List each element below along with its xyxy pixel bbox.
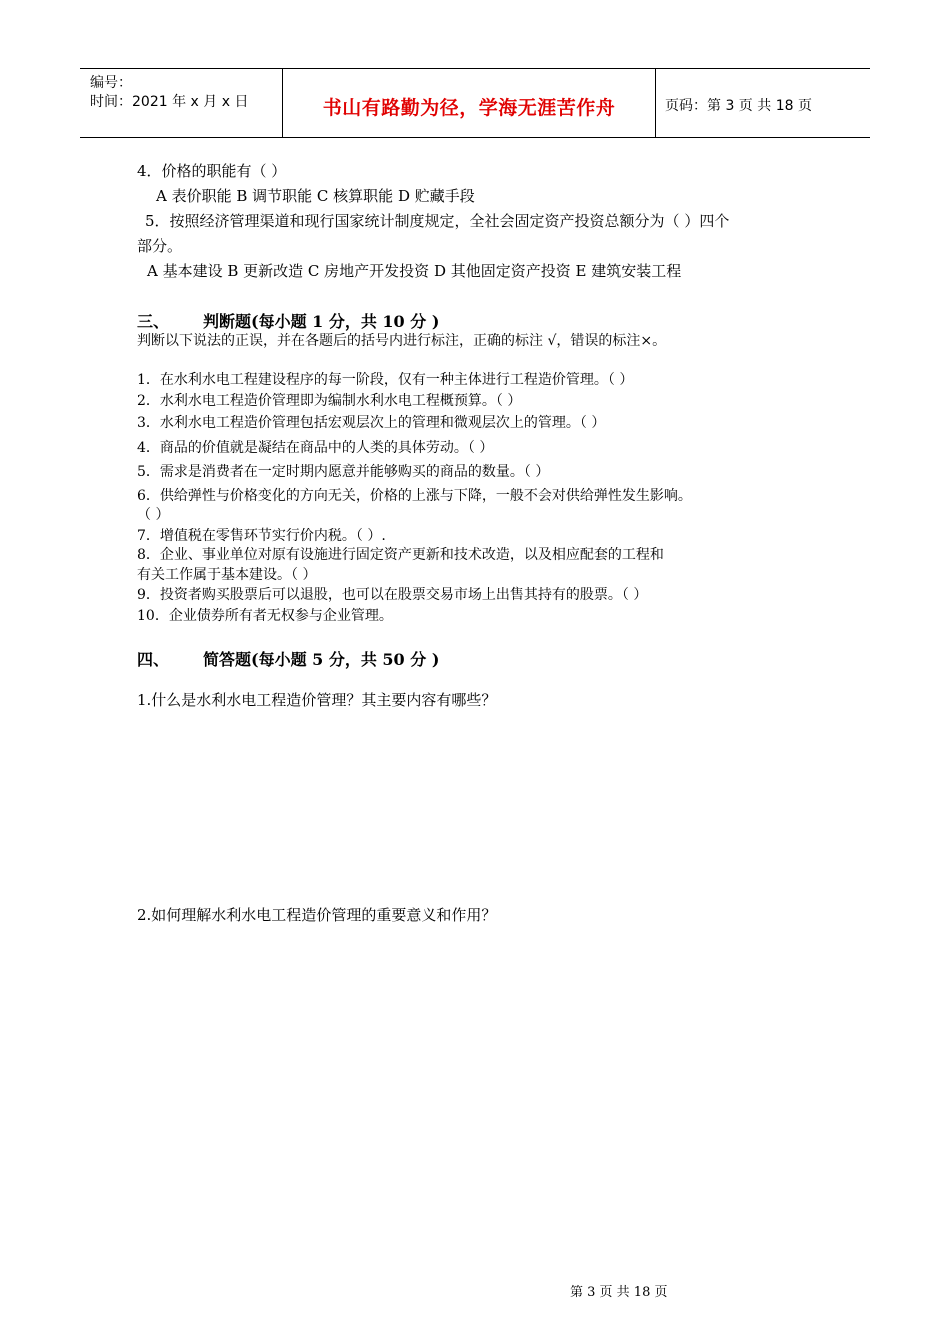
question-5-options: A 基本建设 B 更新改造 C 房地产开发投资 D 其他固定资产投资 E 建筑安装工程 — [147, 262, 682, 280]
judgement-item-continued: 有关工作属于基本建设。（ ） — [137, 567, 317, 583]
judgement-item: 10．企业债券所有者无权参与企业管理。 — [137, 608, 393, 624]
judgement-item: 9．投资者购买股票后可以退股，也可以在股票交易市场上出售其持有的股票。（ ） — [137, 587, 648, 603]
judgement-item: 6．供给弹性与价格变化的方向无关，价格的上涨与下降，一般不会对供给弹性发生影响。 — [137, 488, 692, 504]
page-header — [80, 68, 870, 138]
short-answer-question-2: 2.如何理解水利水电工程造价管理的重要意义和作用？ — [137, 906, 497, 924]
question-5-line-2: 部分。 — [137, 237, 183, 255]
page-label: 页码：第 3 页 共 18 页 — [665, 98, 812, 114]
section-3-number: 三、 — [137, 312, 170, 331]
motto: 书山有路勤为径，学海无涯苦作舟 — [322, 97, 616, 119]
section-3-heading — [137, 309, 439, 332]
page-footer: 第 3 页 共 18 页 — [570, 1285, 668, 1300]
section-4-title: 简答题(每小题 5 分，共 50 分 ) — [203, 650, 440, 669]
code-label: 编号： — [90, 75, 132, 91]
question-4: 4．价格的职能有（ ） — [137, 162, 287, 180]
short-answer-question-1: 1.什么是水利水电工程造价管理？其主要内容有哪些？ — [137, 691, 497, 709]
question-4-options: A 表价职能 B 调节职能 C 核算职能 D 贮藏手段 — [156, 187, 475, 205]
question-5-line-1: 5．按照经济管理渠道和现行国家统计制度规定，全社会固定资产投资总额分为（ ）四个 — [145, 212, 730, 230]
header-page-cell — [655, 69, 870, 137]
header-motto-cell — [282, 69, 656, 137]
judgement-item: 8．企业、事业单位对原有设施进行固定资产更新和技术改造，以及相应配套的工程和 — [137, 547, 664, 563]
section-3-instruction: 判断以下说法的正误，并在各题后的括号内进行标注，正确的标注 √，错误的标注×。 — [137, 333, 667, 349]
judgement-item-continued: （ ） — [137, 507, 170, 523]
judgement-item: 7．增值税在零售环节实行价内税。（ ）. — [137, 528, 386, 544]
section-3-title: 判断题(每小题 1 分，共 10 分 ) — [203, 312, 440, 331]
judgement-item: 3．水利水电工程造价管理包括宏观层次上的管理和微观层次上的管理。（ ） — [137, 415, 606, 431]
section-4-number: 四、 — [137, 650, 170, 669]
judgement-item: 4．商品的价值就是凝结在商品中的人类的具体劳动。（ ） — [137, 440, 494, 456]
judgement-item: 1．在水利水电工程建设程序的每一阶段，仅有一种主体进行工程造价管理。（ ） — [137, 372, 634, 388]
judgement-item: 2．水利水电工程造价管理即为编制水利水电工程概预算。（ ） — [137, 393, 522, 409]
time-label: 时间：2021 年 x 月 x 日 — [90, 94, 249, 110]
judgement-item: 5．需求是消费者在一定时期内愿意并能够购买的商品的数量。（ ） — [137, 464, 550, 480]
header-meta-cell — [80, 69, 282, 137]
section-4-heading — [137, 647, 439, 670]
